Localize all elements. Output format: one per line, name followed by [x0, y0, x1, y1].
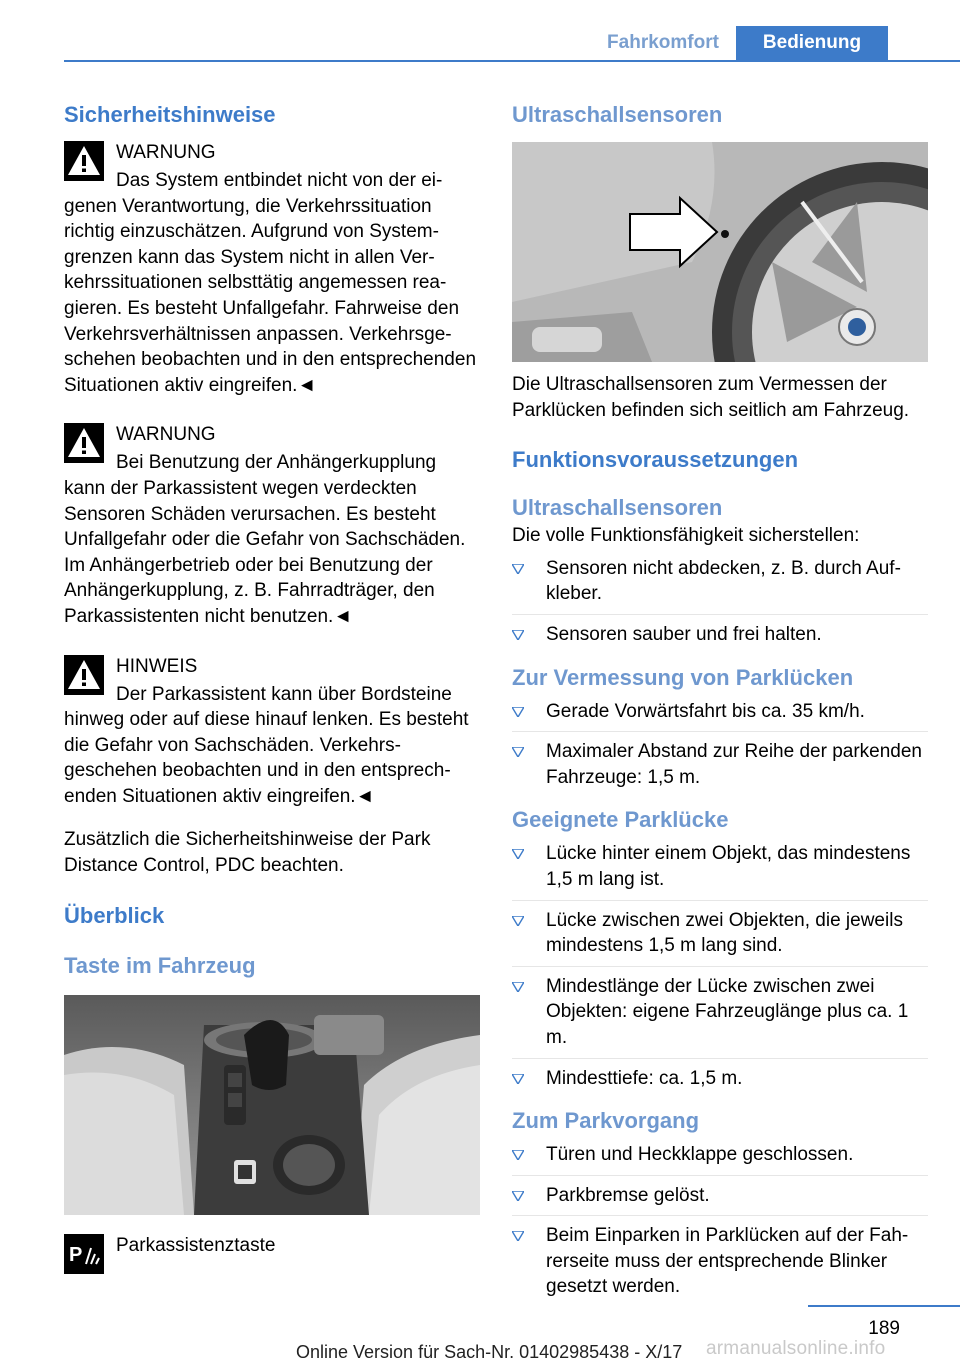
warning-triangle-icon	[64, 141, 104, 181]
warning-label: WARNUNG	[116, 424, 216, 446]
svg-text:P: P	[69, 1243, 83, 1266]
heading-requirements: Funktionsvoraussetzungen	[512, 447, 799, 473]
bullet-triangle-icon	[512, 849, 524, 859]
list-item: Lücke zwischen zwei Objekten, die jeweils mindestens 1,5 m lang sind.	[512, 908, 928, 967]
warning-block-2	[64, 422, 480, 629]
tab-fahrkomfort[interactable]: Fahrkomfort	[607, 32, 719, 53]
parking-list	[512, 1142, 928, 1307]
button-photo	[64, 995, 480, 1215]
warning-label: WARNUNG	[116, 142, 216, 163]
list-item: Gerade Vorwärtsfahrt bis ca. 35 km/h.	[512, 699, 928, 733]
footer-online-version: Online Version für Sach-Nr. 01402985438 - X/17	[296, 1342, 683, 1362]
pdc-note: Zusätzlich die Sicherheitshinweise der Park Distance Control, PDC beachten.	[64, 829, 431, 877]
notice-triangle-icon	[64, 655, 104, 695]
list-item: Maximaler Abstand zur Reihe der parkenden Fahrzeuge: 1,5 m.	[512, 739, 928, 797]
warning-triangle-icon	[64, 423, 104, 463]
notice-label: HINWEIS	[116, 655, 198, 677]
bullet-triangle-icon	[512, 1231, 524, 1241]
tab-bedienung[interactable]: Bedienung	[736, 26, 888, 60]
warning-text: Das System entbindet nicht von der eigenen Verantwortung, die Verkehrssituation richtig einzuschätzen. Aufgrund von Systemgrenzen kann das System nicht in allen Verkehrssituationen selbsttätig angemessen reagieren. Es besteht Unfallgefahr. Fahrweise den Verkehrsverhältnissen anpassen. Verkehrsgeschehen beobachten und in den entsprechenden Situationen aktiv eingreifen.◄	[64, 170, 477, 396]
list-item: Beim Einparken in Parklücken auf der Fahrerseite muss der entsprechende Blinker gesetzt werden.	[512, 1223, 928, 1307]
gap-list	[512, 841, 928, 1098]
heading-overview: Überblick	[64, 902, 165, 928]
warning-text: Bei Benutzung der Anhängerkupplung kann der Parkassistent wegen verdeckten Sensoren Schäden verursachen. Es besteht Unfallgefahr oder die Gefahr von Sachschäden. Im Anhängerbetrieb oder bei Benutzung der Anhängerkupplung, z. B. Fahrradträger, den Parkassistenten nicht benutzen.◄	[64, 452, 466, 627]
park-assist-button-icon	[64, 1234, 104, 1274]
subheading-measure: Zur Vermessung von Parklücken	[512, 664, 854, 690]
list-item: Lücke hinter einem Objekt, das mindestens 1,5 m lang ist.	[512, 841, 928, 900]
subheading-gap: Geeignete Parklücke	[512, 807, 729, 833]
subheading-sensors: Ultraschallsensoren	[512, 495, 723, 521]
bullet-triangle-icon	[512, 982, 524, 992]
list-item: Sensoren nicht abdecken, z. B. durch Aufkleber.	[512, 556, 928, 615]
heading-safety: Sicherheitshinweise	[64, 102, 276, 127]
sensor-photo	[512, 142, 928, 362]
notice-text: Der Parkassistent kann über Bordsteine hinweg oder auf diese hinauf lenken. Es besteht die Gefahr von Sachschäden. Verkehrsgeschehen beobachten und in den entsprechenden Situationen aktiv eingreifen.◄	[64, 683, 469, 807]
list-item: Türen und Heckklappe geschlossen.	[512, 1142, 928, 1176]
list-item: Sensoren sauber und frei halten.	[512, 622, 928, 655]
notice-block	[64, 654, 480, 810]
heading-sensors: Ultraschallsensoren	[512, 102, 723, 127]
left-column	[64, 100, 480, 1276]
bullet-triangle-icon	[512, 564, 524, 574]
bullet-triangle-icon	[512, 916, 524, 926]
sensors-intro: Die volle Funktionsfähigkeit sicherstellen:	[512, 525, 860, 547]
list-item: Mindesttiefe: ca. 1,5 m.	[512, 1066, 928, 1099]
list-item: Parkbremse gelöst.	[512, 1183, 928, 1217]
button-caption-row	[64, 1233, 480, 1266]
sensor-caption: Die Ultraschallsensoren zum Vermessen der Parklücken befinden sich seitlich am Fahrzeug.	[512, 374, 910, 421]
subheading-parking: Zum Parkvorgang	[512, 1108, 700, 1134]
bullet-triangle-icon	[512, 1191, 524, 1201]
watermark: armanualsonline.info	[706, 1338, 886, 1359]
center-console-image	[64, 995, 480, 1215]
heading-button: Taste im Fahrzeug	[64, 952, 256, 978]
bullet-triangle-icon	[512, 630, 524, 640]
list-item: Mindestlänge der Lücke zwischen zwei Objekten: eigene Fahrzeuglänge plus ca. 1 m.	[512, 974, 928, 1059]
bullet-triangle-icon	[512, 1150, 524, 1160]
bullet-triangle-icon	[512, 1074, 524, 1084]
bullet-triangle-icon	[512, 747, 524, 757]
right-column	[512, 100, 928, 1314]
header-rule	[64, 60, 960, 62]
button-caption: Parkassistenztaste	[116, 1234, 276, 1256]
page-number: 189	[868, 1318, 900, 1339]
wheel-sensor-image	[512, 142, 928, 362]
bullet-triangle-icon	[512, 707, 524, 717]
warning-block-1	[64, 140, 480, 398]
footer-rule	[808, 1305, 960, 1307]
sensors-list	[512, 556, 928, 655]
measure-list	[512, 699, 928, 798]
